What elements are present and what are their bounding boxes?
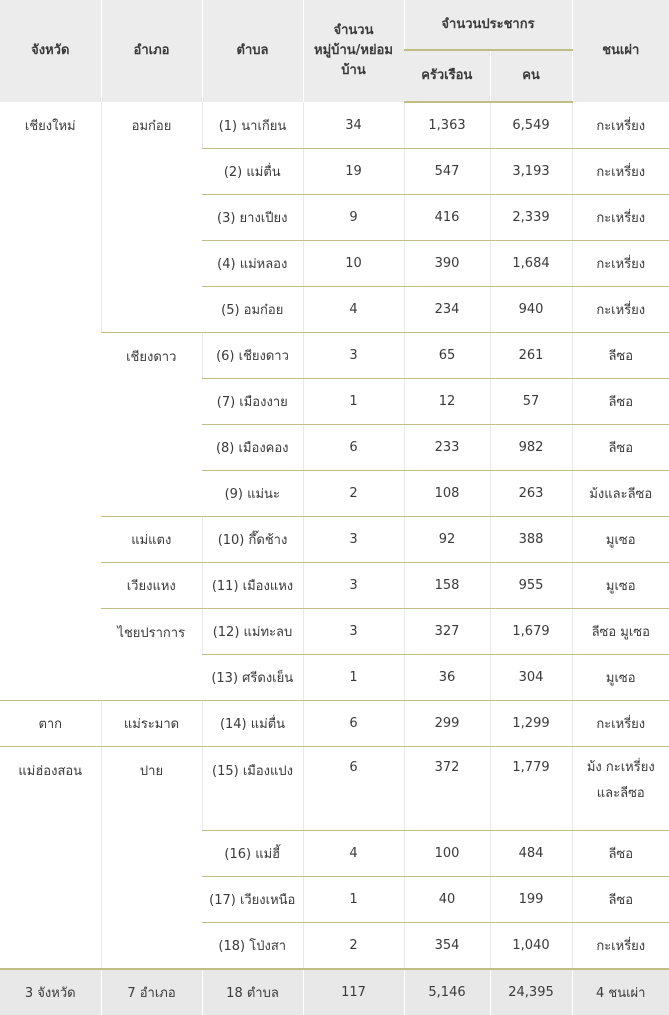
table-row <box>0 517 669 563</box>
totals-row <box>0 969 669 1015</box>
households-cell: 233 <box>404 425 490 471</box>
households-cell: 65 <box>404 333 490 379</box>
total-ethnic: 4 ชนเผ่า <box>572 969 669 1015</box>
ethnic-cell: กะเหรี่ยง <box>572 149 669 195</box>
ethnic-cell: ม้งและลีซอ <box>572 471 669 517</box>
table-row <box>0 102 669 149</box>
villages-cell: 3 <box>303 517 404 563</box>
district-cell: ไชยปราการ <box>101 609 202 701</box>
households-cell: 108 <box>404 471 490 517</box>
province-cell: ตาก <box>0 701 101 747</box>
villages-cell: 4 <box>303 831 404 877</box>
subdistrict-cell: (4) แม่หลอง <box>202 241 303 287</box>
persons-cell: 199 <box>490 877 572 923</box>
table-body <box>0 102 669 969</box>
subdistrict-cell: (15) เมืองแปง <box>202 747 303 831</box>
villages-cell: 10 <box>303 241 404 287</box>
households-cell: 390 <box>404 241 490 287</box>
persons-cell: 1,684 <box>490 241 572 287</box>
households-cell: 416 <box>404 195 490 241</box>
households-cell: 12 <box>404 379 490 425</box>
header-subdistrict: ตำบล <box>202 0 303 102</box>
persons-cell: 955 <box>490 563 572 609</box>
subdistrict-cell: (16) แม่ฮี้ <box>202 831 303 877</box>
persons-cell: 261 <box>490 333 572 379</box>
villages-cell: 1 <box>303 379 404 425</box>
persons-cell: 6,549 <box>490 102 572 149</box>
ethnic-cell: ลีซอ มูเซอ <box>572 609 669 655</box>
table-row <box>0 747 669 831</box>
ethnic-cell: กะเหรี่ยง <box>572 287 669 333</box>
district-cell: แม่แตง <box>101 517 202 563</box>
total-persons: 24,395 <box>490 969 572 1015</box>
ethnic-cell: กะเหรี่ยง <box>572 241 669 287</box>
persons-cell: 1,040 <box>490 923 572 970</box>
households-cell: 100 <box>404 831 490 877</box>
villages-cell: 1 <box>303 655 404 701</box>
subdistrict-cell: (2) แม่ตื่น <box>202 149 303 195</box>
persons-cell: 1,779 <box>490 747 572 831</box>
total-province: 3 จังหวัด <box>0 969 101 1015</box>
villages-cell: 6 <box>303 425 404 471</box>
villages-cell: 34 <box>303 102 404 149</box>
subdistrict-cell: (14) แม่ตื่น <box>202 701 303 747</box>
subdistrict-cell: (12) แม่ทะลบ <box>202 609 303 655</box>
households-cell: 547 <box>404 149 490 195</box>
header-households: ครัวเรือน <box>404 50 490 102</box>
total-district: 7 อำเภอ <box>101 969 202 1015</box>
subdistrict-cell: (17) เวียงเหนือ <box>202 877 303 923</box>
households-cell: 372 <box>404 747 490 831</box>
subdistrict-cell: (18) โป่งสา <box>202 923 303 970</box>
persons-cell: 304 <box>490 655 572 701</box>
villages-cell: 9 <box>303 195 404 241</box>
subdistrict-cell: (11) เมืองแหง <box>202 563 303 609</box>
subdistrict-cell: (6) เชียงดาว <box>202 333 303 379</box>
households-cell: 158 <box>404 563 490 609</box>
villages-cell: 19 <box>303 149 404 195</box>
header-persons: คน <box>490 50 572 102</box>
table-row <box>0 701 669 747</box>
ethnic-cell: กะเหรี่ยง <box>572 923 669 970</box>
table-row <box>0 609 669 655</box>
subdistrict-cell: (13) ศรีดงเย็น <box>202 655 303 701</box>
subdistrict-cell: (9) แม่นะ <box>202 471 303 517</box>
total-households: 5,146 <box>404 969 490 1015</box>
households-cell: 354 <box>404 923 490 970</box>
persons-cell: 1,299 <box>490 701 572 747</box>
ethnic-cell: ลีซอ <box>572 333 669 379</box>
table-row <box>0 563 669 609</box>
villages-cell: 6 <box>303 701 404 747</box>
households-cell: 36 <box>404 655 490 701</box>
ethnic-cell: กะเหรี่ยง <box>572 102 669 149</box>
subdistrict-cell: (5) อมก๋อย <box>202 287 303 333</box>
villages-cell: 1 <box>303 877 404 923</box>
ethnic-cell: ลีซอ <box>572 831 669 877</box>
villages-cell: 3 <box>303 609 404 655</box>
header-villages: จำนวน หมู่บ้าน/หย่อม บ้าน <box>303 0 404 102</box>
ethnic-cell: กะเหรี่ยง <box>572 195 669 241</box>
ethnic-cell: มูเซอ <box>572 517 669 563</box>
villages-cell: 3 <box>303 563 404 609</box>
ethnic-cell: ลีซอ <box>572 425 669 471</box>
district-cell: อมก๋อย <box>101 102 202 333</box>
households-cell: 234 <box>404 287 490 333</box>
persons-cell: 57 <box>490 379 572 425</box>
villages-cell: 6 <box>303 747 404 831</box>
subdistrict-cell: (1) นาเกียน <box>202 102 303 149</box>
header-district: อำเภอ <box>101 0 202 102</box>
total-subdistrict: 18 ตำบล <box>202 969 303 1015</box>
ethnic-cell: มูเซอ <box>572 563 669 609</box>
district-cell: เวียงแหง <box>101 563 202 609</box>
subdistrict-cell: (3) ยางเปียง <box>202 195 303 241</box>
table-header <box>0 0 669 102</box>
persons-cell: 484 <box>490 831 572 877</box>
table-footer-totals <box>0 969 669 1015</box>
subdistrict-cell: (10) กึ๊ดช้าง <box>202 517 303 563</box>
table-row <box>0 333 669 379</box>
persons-cell: 1,679 <box>490 609 572 655</box>
villages-cell: 4 <box>303 287 404 333</box>
ethnic-cell: กะเหรี่ยง <box>572 701 669 747</box>
district-cell: ปาย <box>101 747 202 970</box>
subdistrict-cell: (8) เมืองคอง <box>202 425 303 471</box>
province-cell: แม่ฮ่องสอน <box>0 747 101 970</box>
persons-cell: 388 <box>490 517 572 563</box>
households-cell: 327 <box>404 609 490 655</box>
total-villages: 117 <box>303 969 404 1015</box>
ethnic-cell: ลีซอ <box>572 379 669 425</box>
villages-cell: 2 <box>303 471 404 517</box>
persons-cell: 2,339 <box>490 195 572 241</box>
ethnic-cell: ม้ง กะเหรี่ยง และลีซอ <box>572 747 669 831</box>
ethnic-cell: มูเซอ <box>572 655 669 701</box>
villages-cell: 3 <box>303 333 404 379</box>
households-cell: 40 <box>404 877 490 923</box>
ethnic-cell: ลีซอ <box>572 877 669 923</box>
header-ethnic: ชนเผ่า <box>572 0 669 102</box>
persons-cell: 263 <box>490 471 572 517</box>
header-population: จำนวนประชากร <box>404 0 572 50</box>
district-cell: แม่ระมาด <box>101 701 202 747</box>
header-province: จังหวัด <box>0 0 101 102</box>
households-cell: 1,363 <box>404 102 490 149</box>
subdistrict-cell: (7) เมืองงาย <box>202 379 303 425</box>
persons-cell: 982 <box>490 425 572 471</box>
district-cell: เชียงดาว <box>101 333 202 517</box>
households-cell: 299 <box>404 701 490 747</box>
province-cell: เชียงใหม่ <box>0 102 101 701</box>
persons-cell: 940 <box>490 287 572 333</box>
households-cell: 92 <box>404 517 490 563</box>
persons-cell: 3,193 <box>490 149 572 195</box>
villages-cell: 2 <box>303 923 404 970</box>
